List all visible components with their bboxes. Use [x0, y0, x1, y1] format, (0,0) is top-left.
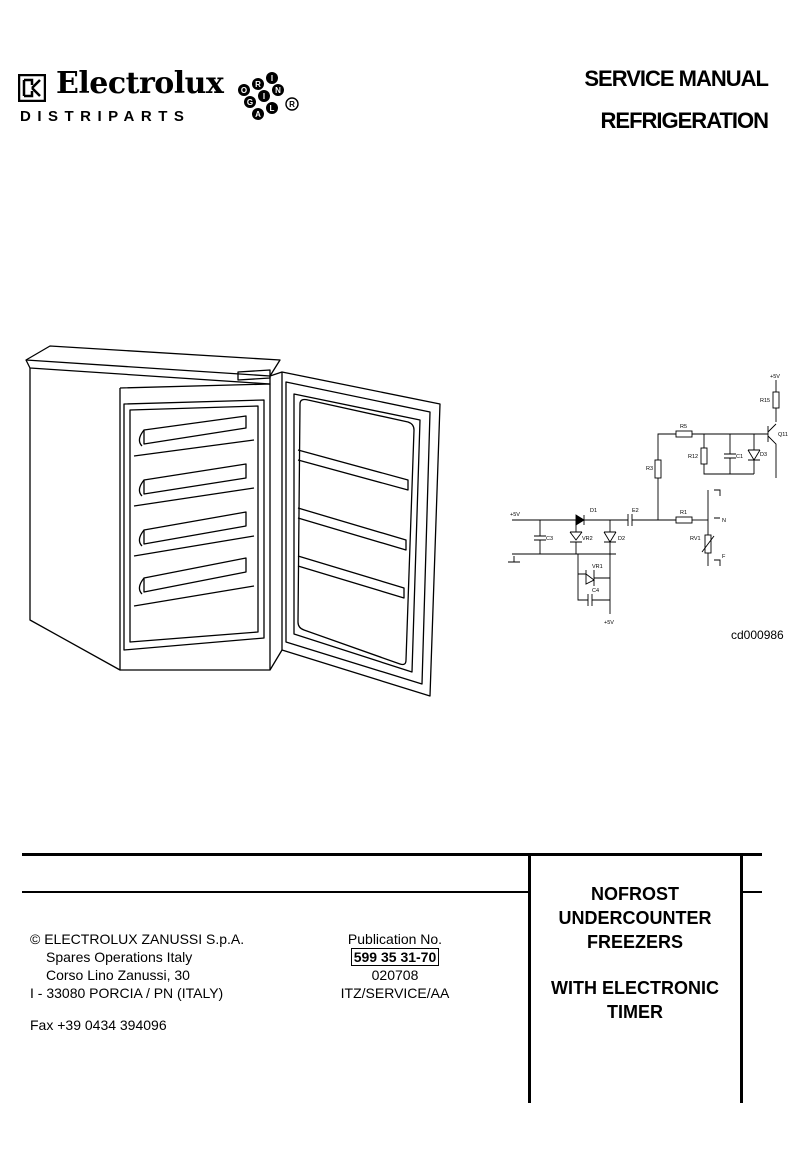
city: I - 33080 PORCIA / PN (ITALY)	[30, 985, 224, 1001]
publication-label: Publication No.	[347, 931, 443, 947]
electrolux-mark-icon	[18, 74, 46, 102]
badge-letter: O	[240, 86, 248, 95]
circuit-label: C3	[546, 536, 554, 542]
circuit-label: +5V	[604, 620, 614, 626]
rule-right-stub	[742, 891, 762, 893]
circuit-label: +5V	[510, 512, 520, 518]
circuit-label: R3	[646, 466, 654, 472]
title-service-manual: SERVICE MANUAL	[584, 66, 768, 91]
brand-sub: DISTRIPARTS	[20, 108, 191, 125]
rule-middle	[22, 891, 530, 893]
badge-letter: I	[262, 92, 266, 101]
product-line: WITH ELECTRONIC	[551, 978, 719, 998]
publication-date: 020708	[371, 967, 419, 983]
title-refrigeration: REFRIGERATION	[600, 108, 768, 133]
badge-letter: L	[269, 104, 275, 113]
product-line: FREEZERS	[586, 932, 683, 952]
fax-number: Fax +39 0434 394096	[30, 1017, 167, 1033]
company-name: © ELECTROLUX ZANUSSI S.p.A.	[30, 931, 245, 947]
address-block	[30, 930, 244, 1002]
original-badge-icon	[236, 70, 316, 132]
circuit-label: R12	[688, 454, 699, 460]
badge-letter: I	[270, 74, 274, 83]
product-title	[532, 882, 738, 1024]
circuit-label: D2	[618, 536, 626, 542]
circuit-label: RV1	[690, 536, 701, 542]
circuit-label: R15	[760, 398, 771, 404]
circuit-label: D3	[760, 452, 768, 458]
rule-vertical-left	[528, 855, 531, 1103]
product-line: TIMER	[607, 1002, 663, 1022]
publication-code: ITZ/SERVICE/AA	[340, 985, 450, 1001]
electrolux-logo	[18, 66, 318, 140]
circuit-label: C4	[592, 588, 600, 594]
publication-number: 599 35 31-70	[351, 948, 440, 966]
product-line: UNDERCOUNTER	[558, 908, 712, 928]
rule-vertical-right	[740, 855, 743, 1103]
circuit-label: D1	[590, 508, 598, 514]
circuit-label: N	[722, 518, 726, 524]
publication-block	[330, 930, 460, 1002]
badge-letter: G	[246, 98, 254, 107]
circuit-label: E2	[632, 508, 639, 514]
street: Corso Lino Zanussi, 30	[46, 967, 190, 983]
brand-name: Electrolux	[56, 66, 224, 101]
circuit-label: R1	[680, 510, 688, 516]
circuit-label: VR2	[582, 536, 593, 542]
division: Spares Operations Italy	[46, 949, 193, 965]
product-line: NOFROST	[591, 884, 679, 904]
svg-text:R: R	[289, 100, 295, 109]
rule-top	[22, 853, 762, 856]
figure-id: cd000986	[731, 628, 784, 642]
circuit-label: R5	[680, 424, 688, 430]
badge-letter: R	[255, 80, 261, 89]
freezer-illustration	[20, 320, 500, 720]
circuit-diagram	[498, 370, 798, 640]
circuit-label: C1	[736, 454, 744, 460]
circuit-label: F	[722, 554, 726, 560]
badge-letter: N	[275, 86, 281, 95]
circuit-label: VR1	[592, 564, 603, 570]
circuit-label: +5V	[770, 374, 780, 380]
badge-letter: A	[255, 110, 261, 119]
circuit-label: Q11	[778, 432, 788, 438]
